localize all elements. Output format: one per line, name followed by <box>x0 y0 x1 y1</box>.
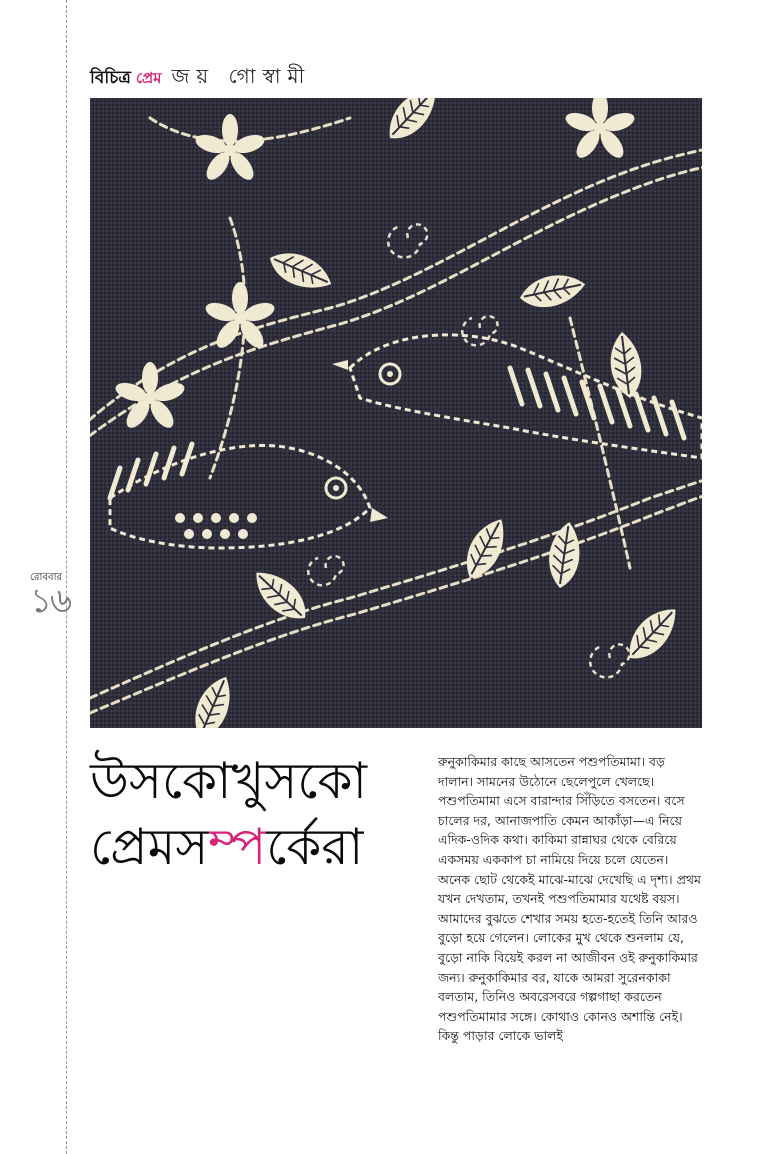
body-paragraph: রুনুকাকিমার কাছে আসতেন পশুপতিমামা। বড় দালান। সামনের উঠোনে ছেলেপুলে খেলছে। পশুপতিমামা এসে বারান্দার সিঁড়িতে বসতেন। বসে চালের দর, আনাজপাতি কেমন আকাঁড়া—এ নিয়ে এদিক-ওদিক কথা। কাকিমা রান্নাঘর থেকে বেরিয়ে একসময় এককাপ চা নামিয়ে দিয়ে চলে যেতেন। অনেক ছোট থেকেই মাঝে-মাঝে দেখেছি এ দৃশ্য। প্রথম যখন দেখতাম, তখনই পশুপতিমামার যথেষ্ট বয়স। আমাদের বুঝতে শেখার সময় হতে-হতেই তিনি আরও বুড়ো হয়ে গেলেন। লোকের মুখ থেকে শুনলাম যে, বুড়ো নাকি বিয়েই করল না আজীবন ওই রুনুকাকিমার জন্য। রুনুকাকিমার বর, যাকে আমরা সুরেনকাকা বলতাম, তিনিও অবরেসবরে গল্পগাছা করতেন পশুপতিমামার সঙ্গে। কোথাও কোনও অশান্তি নেই। কিন্তু পাড়ার লোকে ভালই <box>438 754 701 1044</box>
headline-line-2-end: র্কেরা <box>266 818 364 876</box>
article-body <box>438 752 702 1046</box>
magazine-name: রোববার <box>30 572 62 583</box>
headline-accent-syllable: ম্প <box>208 818 267 876</box>
section-kicker-accent: প্রেম <box>135 69 162 87</box>
headline-line-2-start: প্রেমস <box>90 818 209 876</box>
section-header <box>90 62 311 90</box>
page-folio <box>30 572 71 621</box>
headline-line-1: উসকোখুসকো <box>90 752 367 810</box>
headline-line-2 <box>90 814 420 880</box>
page-number: ১৬ <box>30 581 71 621</box>
author-byline: জয় গোস্বামী <box>171 64 312 88</box>
article-headline <box>90 748 420 880</box>
section-kicker: বিচিত্র <box>90 68 131 88</box>
kantha-embroidery-image <box>90 98 702 728</box>
